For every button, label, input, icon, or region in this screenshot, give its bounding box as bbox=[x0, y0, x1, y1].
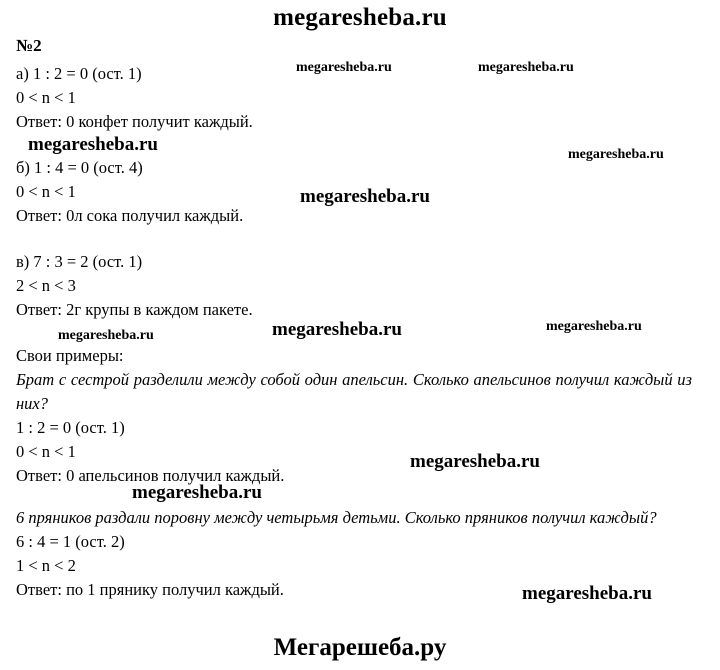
spacer-2 bbox=[16, 228, 706, 250]
example-one-line-1: 1 : 2 = 0 (ост. 1) bbox=[16, 418, 125, 437]
watermark-text: megaresheba.ru bbox=[568, 147, 664, 162]
watermark-text: megaresheba.ru bbox=[300, 186, 430, 207]
part-a-line-2: 0 < n < 1 bbox=[16, 88, 76, 107]
part-a-line-3: Ответ: 0 конфет получит каждый. bbox=[16, 112, 253, 131]
spacer-3 bbox=[16, 322, 706, 344]
part-v-line-1: в) 7 : 3 = 2 (ост. 1) bbox=[16, 252, 143, 271]
example-two-line-3: Ответ: по 1 прянику получил каждый. bbox=[16, 580, 284, 599]
watermark-text: megaresheba.ru bbox=[58, 328, 154, 343]
part-a-line-1: а) 1 : 2 = 0 (ост. 1) bbox=[16, 64, 142, 83]
own-examples-label: Свои примеры: bbox=[16, 346, 124, 365]
watermark-text: megaresheba.ru bbox=[546, 319, 642, 334]
watermark-text: megaresheba.ru bbox=[410, 451, 540, 472]
part-b-line-3: Ответ: 0л сока получил каждый. bbox=[16, 206, 244, 225]
part-v-line-2: 2 < n < 3 bbox=[16, 276, 76, 295]
watermark-text: megaresheba.ru bbox=[478, 60, 574, 75]
example-two-line-2: 1 < n < 2 bbox=[16, 556, 76, 575]
task-number: №2 bbox=[16, 36, 42, 55]
document-body bbox=[16, 36, 706, 602]
watermark-text: megaresheba.ru bbox=[28, 134, 158, 155]
task-part-b bbox=[16, 156, 706, 228]
spacer-1 bbox=[16, 134, 706, 156]
example-two-line-1: 6 : 4 = 1 (ост. 2) bbox=[16, 532, 125, 551]
example-two-statement: 6 пряников раздали поровну между четырьмя детьми. Сколько пряников получил каждый? bbox=[16, 508, 657, 527]
watermark-text: megaresheba.ru bbox=[272, 319, 402, 340]
watermark-text: megaresheba.ru bbox=[132, 482, 262, 503]
example-one-line-2: 0 < n < 1 bbox=[16, 442, 76, 461]
part-b-line-1: б) 1 : 4 = 0 (ост. 4) bbox=[16, 158, 143, 177]
example-one-statement: Брат с сестрой разделили между собой один апельсин. Сколько апельсинов получил каждый из них? bbox=[16, 370, 692, 413]
site-title-bottom: Мегарешеба.ру bbox=[273, 634, 447, 661]
spacer-4 bbox=[16, 488, 706, 506]
part-b-line-2: 0 < n < 1 bbox=[16, 182, 76, 201]
watermark-text: megaresheba.ru bbox=[296, 60, 392, 75]
example-one-line-3: Ответ: 0 апельсинов получил каждый. bbox=[16, 466, 285, 485]
task-part-a bbox=[16, 62, 706, 134]
task-part-v bbox=[16, 250, 706, 322]
site-title-top: megaresheba.ru bbox=[273, 4, 447, 31]
watermark-text: megaresheba.ru bbox=[522, 583, 652, 604]
part-v-line-3: Ответ: 2г крупы в каждом пакете. bbox=[16, 300, 253, 319]
